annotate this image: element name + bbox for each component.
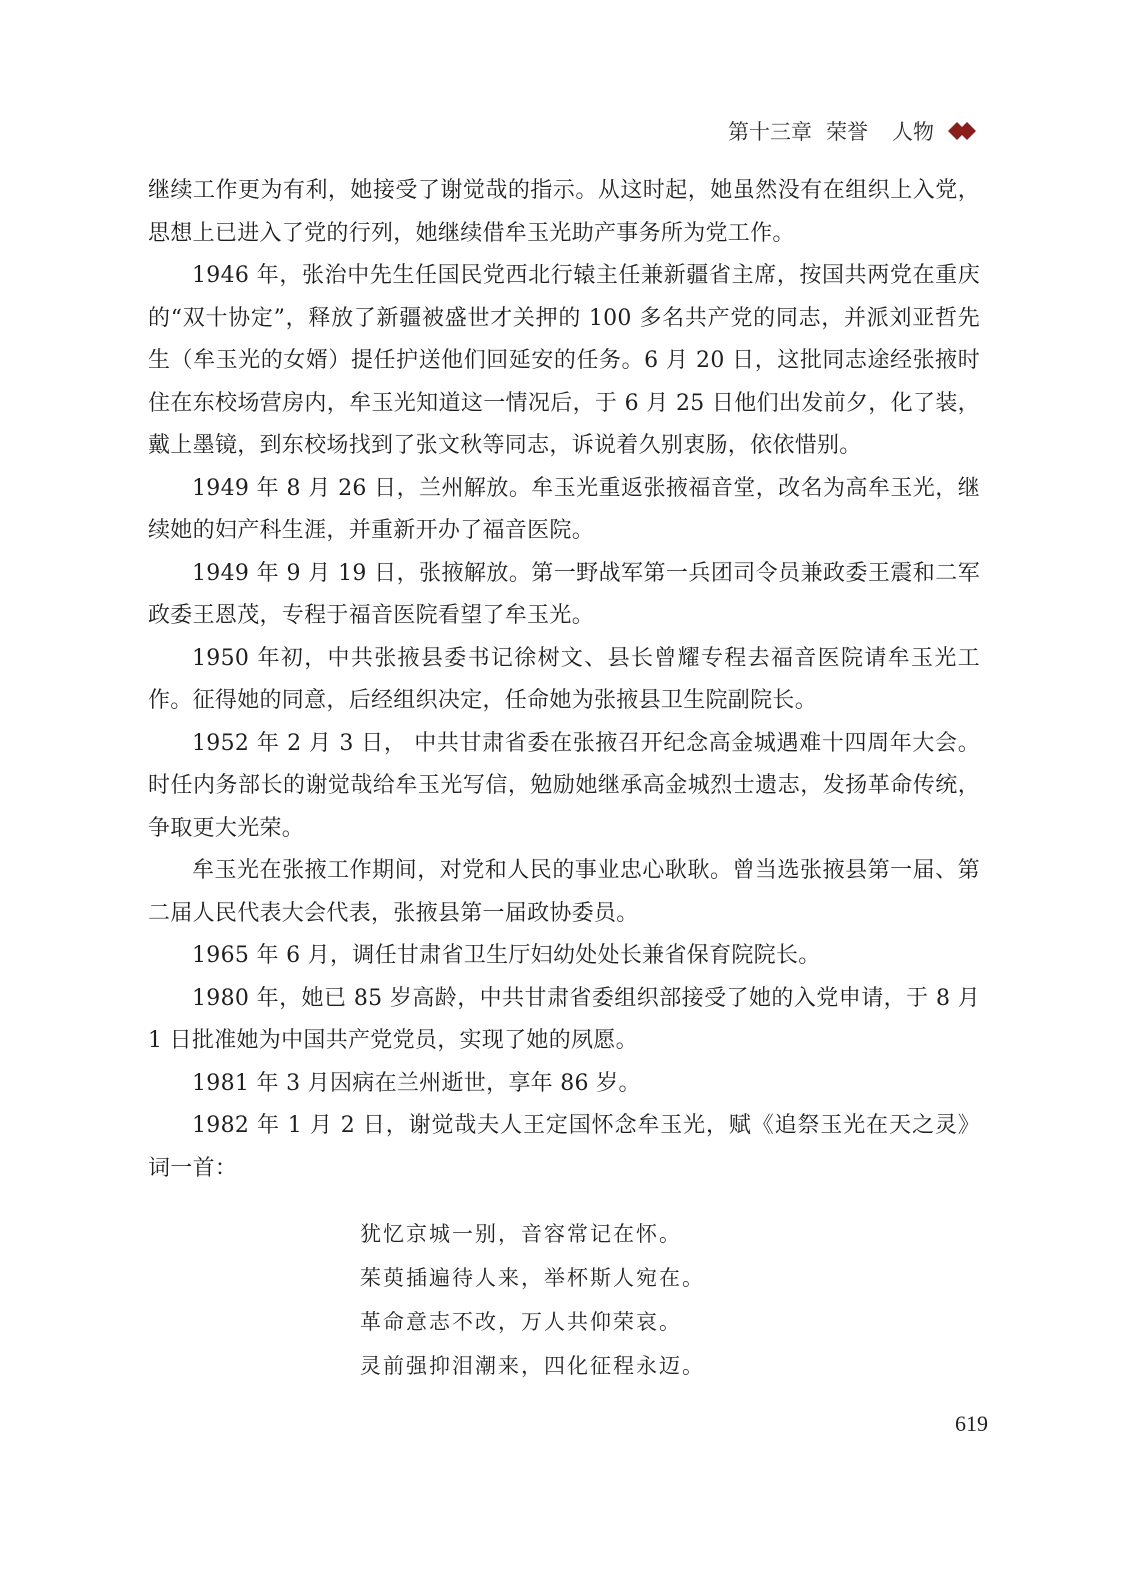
poem-line: 茱萸插遍待人来，举杯斯人宛在。 [360, 1266, 705, 1290]
paragraph: 1952 年 2 月 3 日， 中共甘肃省委在张掖召开纪念高金城遇难十四周年大会。时任内务部长的谢觉哉给牟玉光写信，勉励她继承高金城烈士遗志，发扬革命传统，争取更大光荣。 [148, 730, 980, 841]
paragraph: 1982 年 1 月 2 日，谢觉哉夫人王定国怀念牟玉光，赋《追祭玉光在天之灵》词一首： [148, 1113, 980, 1181]
chapter-label: 第十三章 [728, 120, 812, 144]
body-text [148, 170, 980, 1190]
paragraph: 牟玉光在张掖工作期间，对党和人民的事业忠心耿耿。曾当选张掖县第一届、第二届人民代表大会代表，张掖县第一届政协委员。 [148, 858, 980, 926]
running-header [728, 116, 978, 146]
paragraph: 1980 年，她已 85 岁高龄，中共甘肃省委组织部接受了她的入党申请，于 8 月 1 日批准她为中国共产党党员，实现了她的夙愿。 [148, 985, 980, 1053]
poem-line: 灵前强抑泪潮来，四化征程永迈。 [360, 1354, 705, 1378]
paragraph: 1949 年 9 月 19 日，张掖解放。第一野战军第一兵团司令员兼政委王震和二军政委王恩茂，专程于福音医院看望了牟玉光。 [148, 560, 980, 628]
paragraph: 1949 年 8 月 26 日，兰州解放。牟玉光重返张掖福音堂，改名为高牟玉光，继续她的妇产科生涯，并重新开办了福音医院。 [148, 475, 980, 543]
paragraph: 1950 年初，中共张掖县委书记徐树文、县长曾耀专程去福音医院请牟玉光工作。征得她的同意，后经组织决定，任命她为张掖县卫生院副院长。 [148, 645, 980, 713]
section-label: 荣誉 [826, 120, 868, 144]
paragraph: 1946 年，张治中先生任国民党西北行辕主任兼新疆省主席，按国共两党在重庆的“双十协定”，释放了新疆被盛世才关押的 100 多名共产党的同志，并派刘亚哲先生（牟玉光的女婿）提任护送他们回延安的任务。6 月 20 日，这批同志途经张掖时住在东校场营房内，牟玉光知道这一情况后，于 6 月 25 日他们出发前夕，化了装，戴上墨镜，到东校场找到了张文秋等同志，诉说着久别衷肠，依依惜别。 [148, 263, 980, 458]
subsection-label: 人物 [892, 120, 934, 144]
paragraph: 继续工作更为有利，她接受了谢觉哉的指示。从这时起，她虽然没有在组织上入党，思想上已进入了党的行列，她继续借牟玉光助产事务所为党工作。 [148, 178, 980, 246]
double-diamond-icon [948, 120, 978, 142]
poem-line: 革命意志不改，万人共仰荣哀。 [360, 1310, 682, 1334]
paragraph: 1965 年 6 月，调任甘肃省卫生厅妇幼处处长兼省保育院院长。 [192, 943, 821, 968]
paragraph: 1981 年 3 月因病在兰州逝世，享年 86 岁。 [192, 1070, 641, 1096]
page-number: 619 [955, 1411, 988, 1436]
poem [360, 1212, 705, 1388]
poem-line: 犹忆京城一别，音容常记在怀。 [360, 1222, 682, 1246]
